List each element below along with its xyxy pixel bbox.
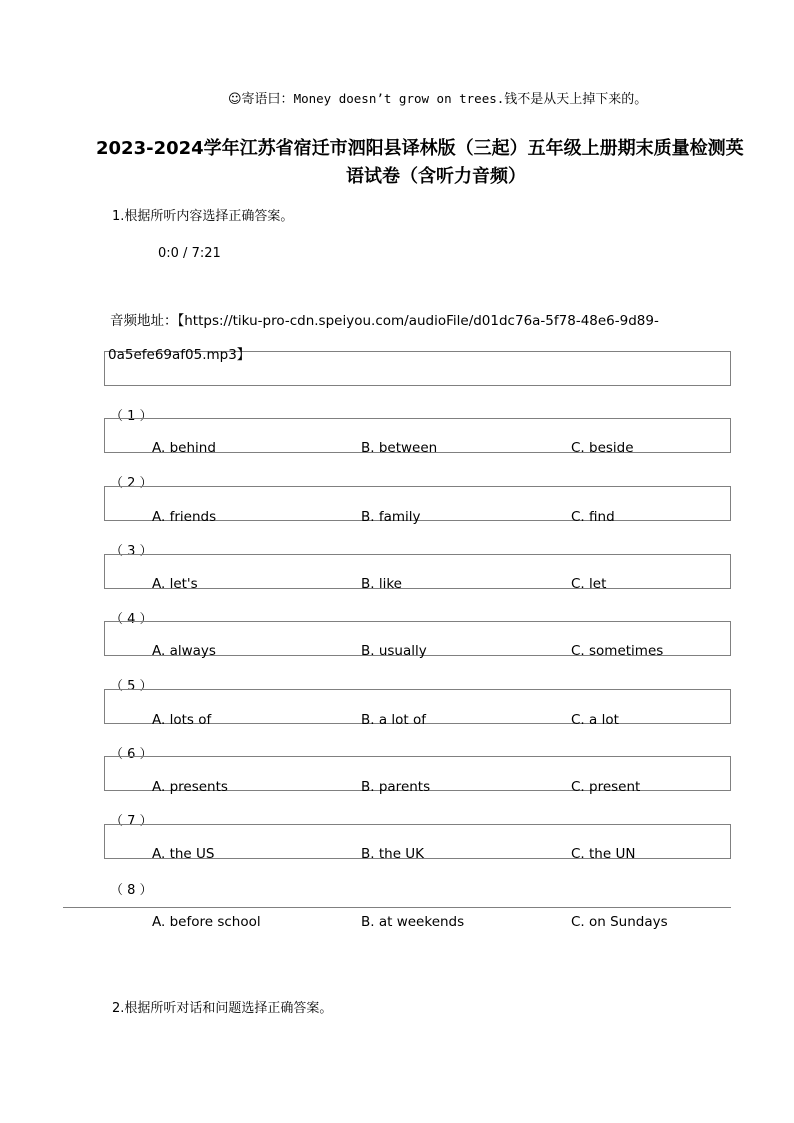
- item-1-number: （ 1 ）: [110, 409, 153, 424]
- audio-url-line2[interactable]: 0a5efe69af05.mp3】: [108, 347, 251, 363]
- item-8-divider: [63, 907, 731, 908]
- item-7-option-a[interactable]: A. the US: [152, 846, 215, 862]
- motto-english: Money doesn’t grow on trees.: [293, 91, 505, 106]
- item-2-option-c[interactable]: C. find: [571, 509, 615, 525]
- item-8-option-b[interactable]: B. at weekends: [361, 914, 465, 930]
- item-7-option-c[interactable]: C. the UN: [571, 846, 636, 862]
- item-6-option-b[interactable]: B. parents: [361, 779, 431, 795]
- item-2-number: （ 2 ）: [110, 476, 153, 491]
- page-title-line2: 语试卷（含听力音频）: [346, 166, 526, 187]
- item-3-option-c[interactable]: C. let: [571, 576, 607, 592]
- item-8-option-c[interactable]: C. on Sundays: [571, 914, 668, 930]
- item-6-option-a[interactable]: A. presents: [152, 779, 228, 795]
- item-4-number: （ 4 ）: [110, 612, 153, 627]
- item-6-number: （ 6 ）: [110, 747, 153, 762]
- motto: [228, 88, 647, 107]
- item-1-option-a[interactable]: A. behind: [152, 440, 216, 456]
- audio-url-line1[interactable]: 音频地址：【https://tiku-pro-cdn.speiyou.com/audioFile/d01dc76a-5f78-48e6-9d89-: [110, 313, 659, 329]
- item-4-option-a[interactable]: A. always: [152, 643, 216, 659]
- motto-chinese: 钱不是从天上掉下来的。: [504, 92, 648, 107]
- item-2-option-a[interactable]: A. friends: [152, 509, 217, 525]
- item-1-option-c[interactable]: C. beside: [571, 440, 634, 456]
- item-2-option-b[interactable]: B. family: [361, 509, 421, 525]
- item-5-option-c[interactable]: C. a lot: [571, 712, 619, 728]
- item-5-option-b[interactable]: B. a lot of: [361, 712, 427, 728]
- item-3-option-a[interactable]: A. let's: [152, 576, 198, 592]
- item-5-number: （ 5 ）: [110, 679, 153, 694]
- item-3-number: （ 3 ）: [110, 544, 153, 559]
- item-3-box: [104, 554, 731, 589]
- item-3-option-b[interactable]: B. like: [361, 576, 402, 592]
- motto-prefix: ☺寄语曰：: [228, 92, 294, 107]
- item-5-option-a[interactable]: A. lots of: [152, 712, 212, 728]
- item-1-option-b[interactable]: B. between: [361, 440, 438, 456]
- page-title-line1: 2023-2024学年江苏省宿迁市泗阳县译林版（三起）五年级上册期末质量检测英: [96, 138, 744, 159]
- item-7-option-b[interactable]: B. the UK: [361, 846, 425, 862]
- item-7-number: （ 7 ）: [110, 814, 153, 829]
- item-8-option-a[interactable]: A. before school: [152, 914, 261, 930]
- question2-heading: 2.根据所听对话和问题选择正确答案。: [112, 1001, 333, 1016]
- item-4-option-b[interactable]: B. usually: [361, 643, 427, 659]
- question1-heading: 1.根据所听内容选择正确答案。: [112, 209, 294, 224]
- item-6-option-c[interactable]: C. present: [571, 779, 641, 795]
- item-4-option-c[interactable]: C. sometimes: [571, 643, 664, 659]
- audio-player-time[interactable]: 0:0 / 7:21: [158, 246, 221, 261]
- item-8-number: （ 8 ）: [110, 883, 153, 898]
